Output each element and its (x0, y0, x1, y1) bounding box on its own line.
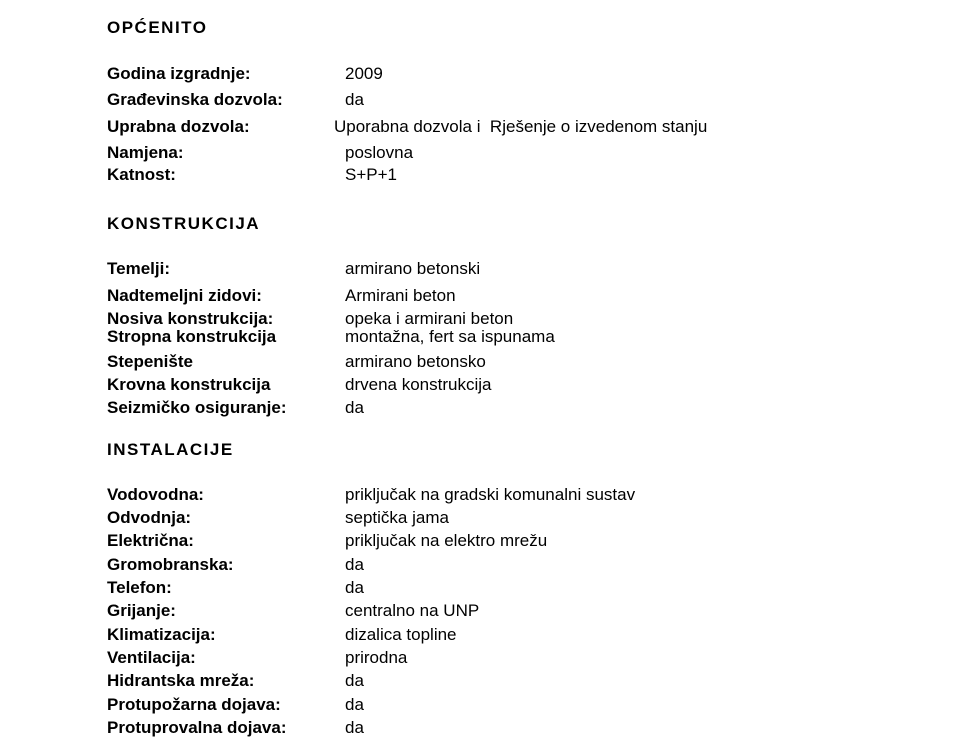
spec-value: priključak na elektro mrežu (345, 531, 548, 550)
spec-value: centralno na UNP (345, 601, 480, 620)
spec-label: Telefon: (107, 578, 172, 597)
spec-value: prirodna (345, 648, 408, 667)
spec-label: Nosiva konstrukcija: (107, 309, 274, 328)
spec-label: Godina izgradnje: (107, 64, 251, 83)
spec-value: septička jama (345, 508, 449, 527)
spec-value: da (345, 578, 364, 597)
spec-label: Gromobranska: (107, 555, 234, 574)
spec-value: da (345, 695, 364, 714)
spec-label: Vodovodna: (107, 485, 204, 504)
spec-value: da (345, 671, 364, 690)
spec-value: da (345, 555, 364, 574)
spec-value: priključak na gradski komunalni sustav (345, 485, 636, 504)
spec-value: da (345, 90, 364, 109)
spec-label: Stropna konstrukcija (107, 327, 277, 346)
spec-label: Klimatizacija: (107, 625, 216, 644)
spec-label: Krovna konstrukcija (107, 375, 271, 394)
spec-label: Ventilacija: (107, 648, 196, 667)
spec-value: S+P+1 (345, 165, 397, 184)
spec-label: Nadtemeljni zidovi: (107, 286, 262, 305)
spec-label: Stepenište (107, 352, 193, 371)
spec-value: armirano betonsko (345, 352, 486, 371)
spec-value: da (345, 398, 364, 417)
spec-label: Temelji: (107, 259, 170, 278)
section-title: OPĆENITO (107, 18, 208, 37)
spec-value: armirano betonski (345, 259, 481, 278)
spec-value: Uporabna dozvola i Rješenje o izvedenom stanju (334, 117, 708, 136)
spec-label: Građevinska dozvola: (107, 90, 283, 109)
spec-label: Seizmičko osiguranje: (107, 398, 287, 417)
spec-label: Uprabna dozvola: (107, 117, 250, 136)
section-title: INSTALACIJE (107, 440, 234, 459)
spec-value: montažna, fert sa ispunama (345, 327, 555, 346)
spec-value: da (345, 718, 364, 737)
spec-value: dizalica topline (345, 625, 457, 644)
section-title: KONSTRUKCIJA (107, 214, 261, 233)
spec-label: Protuprovalna dojava: (107, 718, 287, 737)
spec-value: Armirani beton (345, 286, 456, 305)
spec-label: Hidrantska mreža: (107, 671, 255, 690)
spec-label: Odvodnja: (107, 508, 192, 527)
spec-label: Katnost: (107, 165, 176, 184)
spec-label: Električna: (107, 531, 194, 550)
spec-value: drvena konstrukcija (345, 375, 492, 394)
spec-value: opeka i armirani beton (345, 309, 514, 328)
spec-value: poslovna (345, 143, 414, 162)
spec-label: Grijanje: (107, 601, 176, 620)
spec-label: Namjena: (107, 143, 184, 162)
spec-value: 2009 (345, 64, 383, 83)
spec-label: Protupožarna dojava: (107, 695, 281, 714)
